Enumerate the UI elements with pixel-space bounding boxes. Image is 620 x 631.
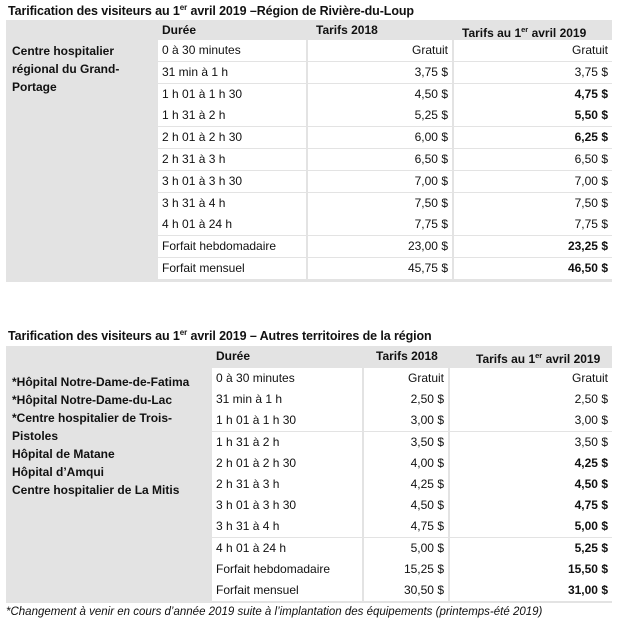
duration-cell: Forfait mensuel bbox=[212, 580, 362, 601]
rate-2019-cell: 31,00 $ bbox=[450, 580, 612, 601]
table-row bbox=[6, 495, 612, 516]
rate-2018-cell: 4,50 $ bbox=[364, 495, 448, 516]
rate-2019-cell: Gratuit bbox=[450, 368, 612, 389]
rate-2019-cell: 2,50 $ bbox=[450, 389, 612, 410]
rate-2019-cell: 5,25 $ bbox=[450, 538, 612, 559]
rate-2019-cell: 23,25 $ bbox=[454, 236, 612, 257]
duration-cell: 2 h 31 à 3 h bbox=[212, 474, 362, 495]
header-rate-2018: Tarifs 2018 bbox=[376, 349, 438, 363]
duration-cell: 0 à 30 minutes bbox=[158, 40, 306, 61]
rate-2019-cell: Gratuit bbox=[454, 40, 612, 61]
duration-cell: 1 h 01 à 1 h 30 bbox=[158, 84, 306, 105]
section1-table bbox=[6, 20, 612, 282]
facility-line: Centre hospitalier de La Mitis bbox=[12, 483, 180, 497]
rate-2018-cell: 6,50 $ bbox=[308, 149, 452, 170]
rate-2018-cell: 7,50 $ bbox=[308, 193, 452, 214]
rate-2018-cell: 45,75 $ bbox=[308, 258, 452, 279]
facility-line: Centre hospitalier bbox=[12, 44, 115, 58]
table-row bbox=[6, 171, 612, 192]
table-row bbox=[6, 559, 612, 580]
rate-2019-cell: 3,75 $ bbox=[454, 62, 612, 83]
rate-2018-cell: 6,00 $ bbox=[308, 127, 452, 148]
rate-2018-cell: 23,00 $ bbox=[308, 236, 452, 257]
section2-table bbox=[6, 346, 612, 603]
table-row bbox=[6, 193, 612, 214]
table-row bbox=[6, 389, 612, 410]
table-row bbox=[6, 127, 612, 148]
rate-2019-cell: 4,75 $ bbox=[454, 84, 612, 105]
table-row bbox=[6, 236, 612, 257]
table-row bbox=[6, 538, 612, 559]
facility-line: Hôpital de Matane bbox=[12, 447, 115, 461]
duration-cell: 3 h 01 à 3 h 30 bbox=[212, 495, 362, 516]
rate-2019-cell: 7,75 $ bbox=[454, 214, 612, 235]
duration-cell: 1 h 01 à 1 h 30 bbox=[212, 410, 362, 431]
facility-line: *Hôpital Notre-Dame-de-Fatima bbox=[12, 375, 190, 389]
duration-cell: 4 h 01 à 24 h bbox=[158, 214, 306, 235]
rate-2018-cell: 15,25 $ bbox=[364, 559, 448, 580]
footnote: *Changement à venir en cours d’année 2019 suite à l’implantation des équipements (printemps-été 2019) bbox=[6, 606, 543, 618]
section2-title: Tarification des visiteurs au 1er avril 2019 – Autres territoires de la région bbox=[8, 328, 432, 344]
table-row bbox=[6, 214, 612, 235]
rate-2018-cell: 2,50 $ bbox=[364, 389, 448, 410]
duration-cell: 0 à 30 minutes bbox=[212, 368, 362, 389]
rate-2018-cell: 5,25 $ bbox=[308, 105, 452, 126]
header-rate-2019: Tarifs au 1er avril 2019 bbox=[462, 25, 587, 40]
rate-2018-cell: 4,50 $ bbox=[308, 84, 452, 105]
header-rate-2019: Tarifs au 1er avril 2019 bbox=[476, 351, 601, 366]
facility-line: Portage bbox=[12, 80, 57, 94]
table-row bbox=[6, 580, 612, 601]
table-row bbox=[6, 368, 612, 389]
duration-cell: 2 h 01 à 2 h 30 bbox=[212, 453, 362, 474]
facility-line: *Centre hospitalier de Trois- bbox=[12, 411, 173, 425]
rate-2018-cell: 3,50 $ bbox=[364, 432, 448, 453]
table-row bbox=[6, 258, 612, 279]
rate-2019-cell: 5,50 $ bbox=[454, 105, 612, 126]
table-row bbox=[6, 40, 612, 61]
facility-line: régional du Grand- bbox=[12, 62, 120, 76]
table-row bbox=[6, 474, 612, 495]
table-row bbox=[6, 105, 612, 126]
rate-2018-cell: 4,75 $ bbox=[364, 516, 448, 537]
rate-2018-cell: 5,00 $ bbox=[364, 538, 448, 559]
duration-cell: 1 h 31 à 2 h bbox=[212, 432, 362, 453]
duration-cell: 4 h 01 à 24 h bbox=[212, 538, 362, 559]
facility-line: Pistoles bbox=[12, 429, 59, 443]
table-row bbox=[6, 149, 612, 170]
rate-2018-cell: 4,25 $ bbox=[364, 474, 448, 495]
rate-2019-cell: 4,75 $ bbox=[450, 495, 612, 516]
facility-line: *Hôpital Notre-Dame-du-Lac bbox=[12, 393, 173, 407]
duration-cell: Forfait mensuel bbox=[158, 258, 306, 279]
rate-2019-cell: 6,50 $ bbox=[454, 149, 612, 170]
rate-2018-cell: 7,75 $ bbox=[308, 214, 452, 235]
rate-2019-cell: 3,50 $ bbox=[450, 432, 612, 453]
rate-2019-cell: 7,50 $ bbox=[454, 193, 612, 214]
duration-cell: Forfait hebdomadaire bbox=[158, 236, 306, 257]
table-row bbox=[6, 453, 612, 474]
duration-cell: 31 min à 1 h bbox=[158, 62, 306, 83]
rate-2019-cell: 46,50 $ bbox=[454, 258, 612, 279]
rate-2019-cell: 3,00 $ bbox=[450, 410, 612, 431]
rate-2018-cell: 7,00 $ bbox=[308, 171, 452, 192]
duration-cell: 31 min à 1 h bbox=[212, 389, 362, 410]
rate-2018-cell: Gratuit bbox=[364, 368, 448, 389]
rate-2019-cell: 4,25 $ bbox=[450, 453, 612, 474]
rate-2018-cell: 3,00 $ bbox=[364, 410, 448, 431]
rate-2018-cell: 3,75 $ bbox=[308, 62, 452, 83]
section1-title: Tarification des visiteurs au 1er avril 2019 –Région de Rivière-du-Loup bbox=[8, 3, 414, 19]
header-duration: Durée bbox=[216, 349, 251, 363]
duration-cell: 2 h 31 à 3 h bbox=[158, 149, 306, 170]
rate-2019-cell: 6,25 $ bbox=[454, 127, 612, 148]
duration-cell: 3 h 31 à 4 h bbox=[158, 193, 306, 214]
duration-cell: 3 h 01 à 3 h 30 bbox=[158, 171, 306, 192]
table-row bbox=[6, 410, 612, 431]
rate-2019-cell: 15,50 $ bbox=[450, 559, 612, 580]
table-row bbox=[6, 84, 612, 105]
header-rate-2018: Tarifs 2018 bbox=[316, 23, 378, 37]
rate-2018-cell: Gratuit bbox=[308, 40, 452, 61]
facility-line: Hôpital d’Amqui bbox=[12, 465, 104, 479]
duration-cell: Forfait hebdomadaire bbox=[212, 559, 362, 580]
duration-cell: 2 h 01 à 2 h 30 bbox=[158, 127, 306, 148]
table-row bbox=[6, 516, 612, 537]
rate-2019-cell: 4,50 $ bbox=[450, 474, 612, 495]
rate-2018-cell: 30,50 $ bbox=[364, 580, 448, 601]
duration-cell: 3 h 31 à 4 h bbox=[212, 516, 362, 537]
header-duration: Durée bbox=[162, 23, 197, 37]
rate-2018-cell: 4,00 $ bbox=[364, 453, 448, 474]
table-row bbox=[6, 62, 612, 83]
rate-2019-cell: 7,00 $ bbox=[454, 171, 612, 192]
table-row bbox=[6, 432, 612, 453]
duration-cell: 1 h 31 à 2 h bbox=[158, 105, 306, 126]
rate-2019-cell: 5,00 $ bbox=[450, 516, 612, 537]
